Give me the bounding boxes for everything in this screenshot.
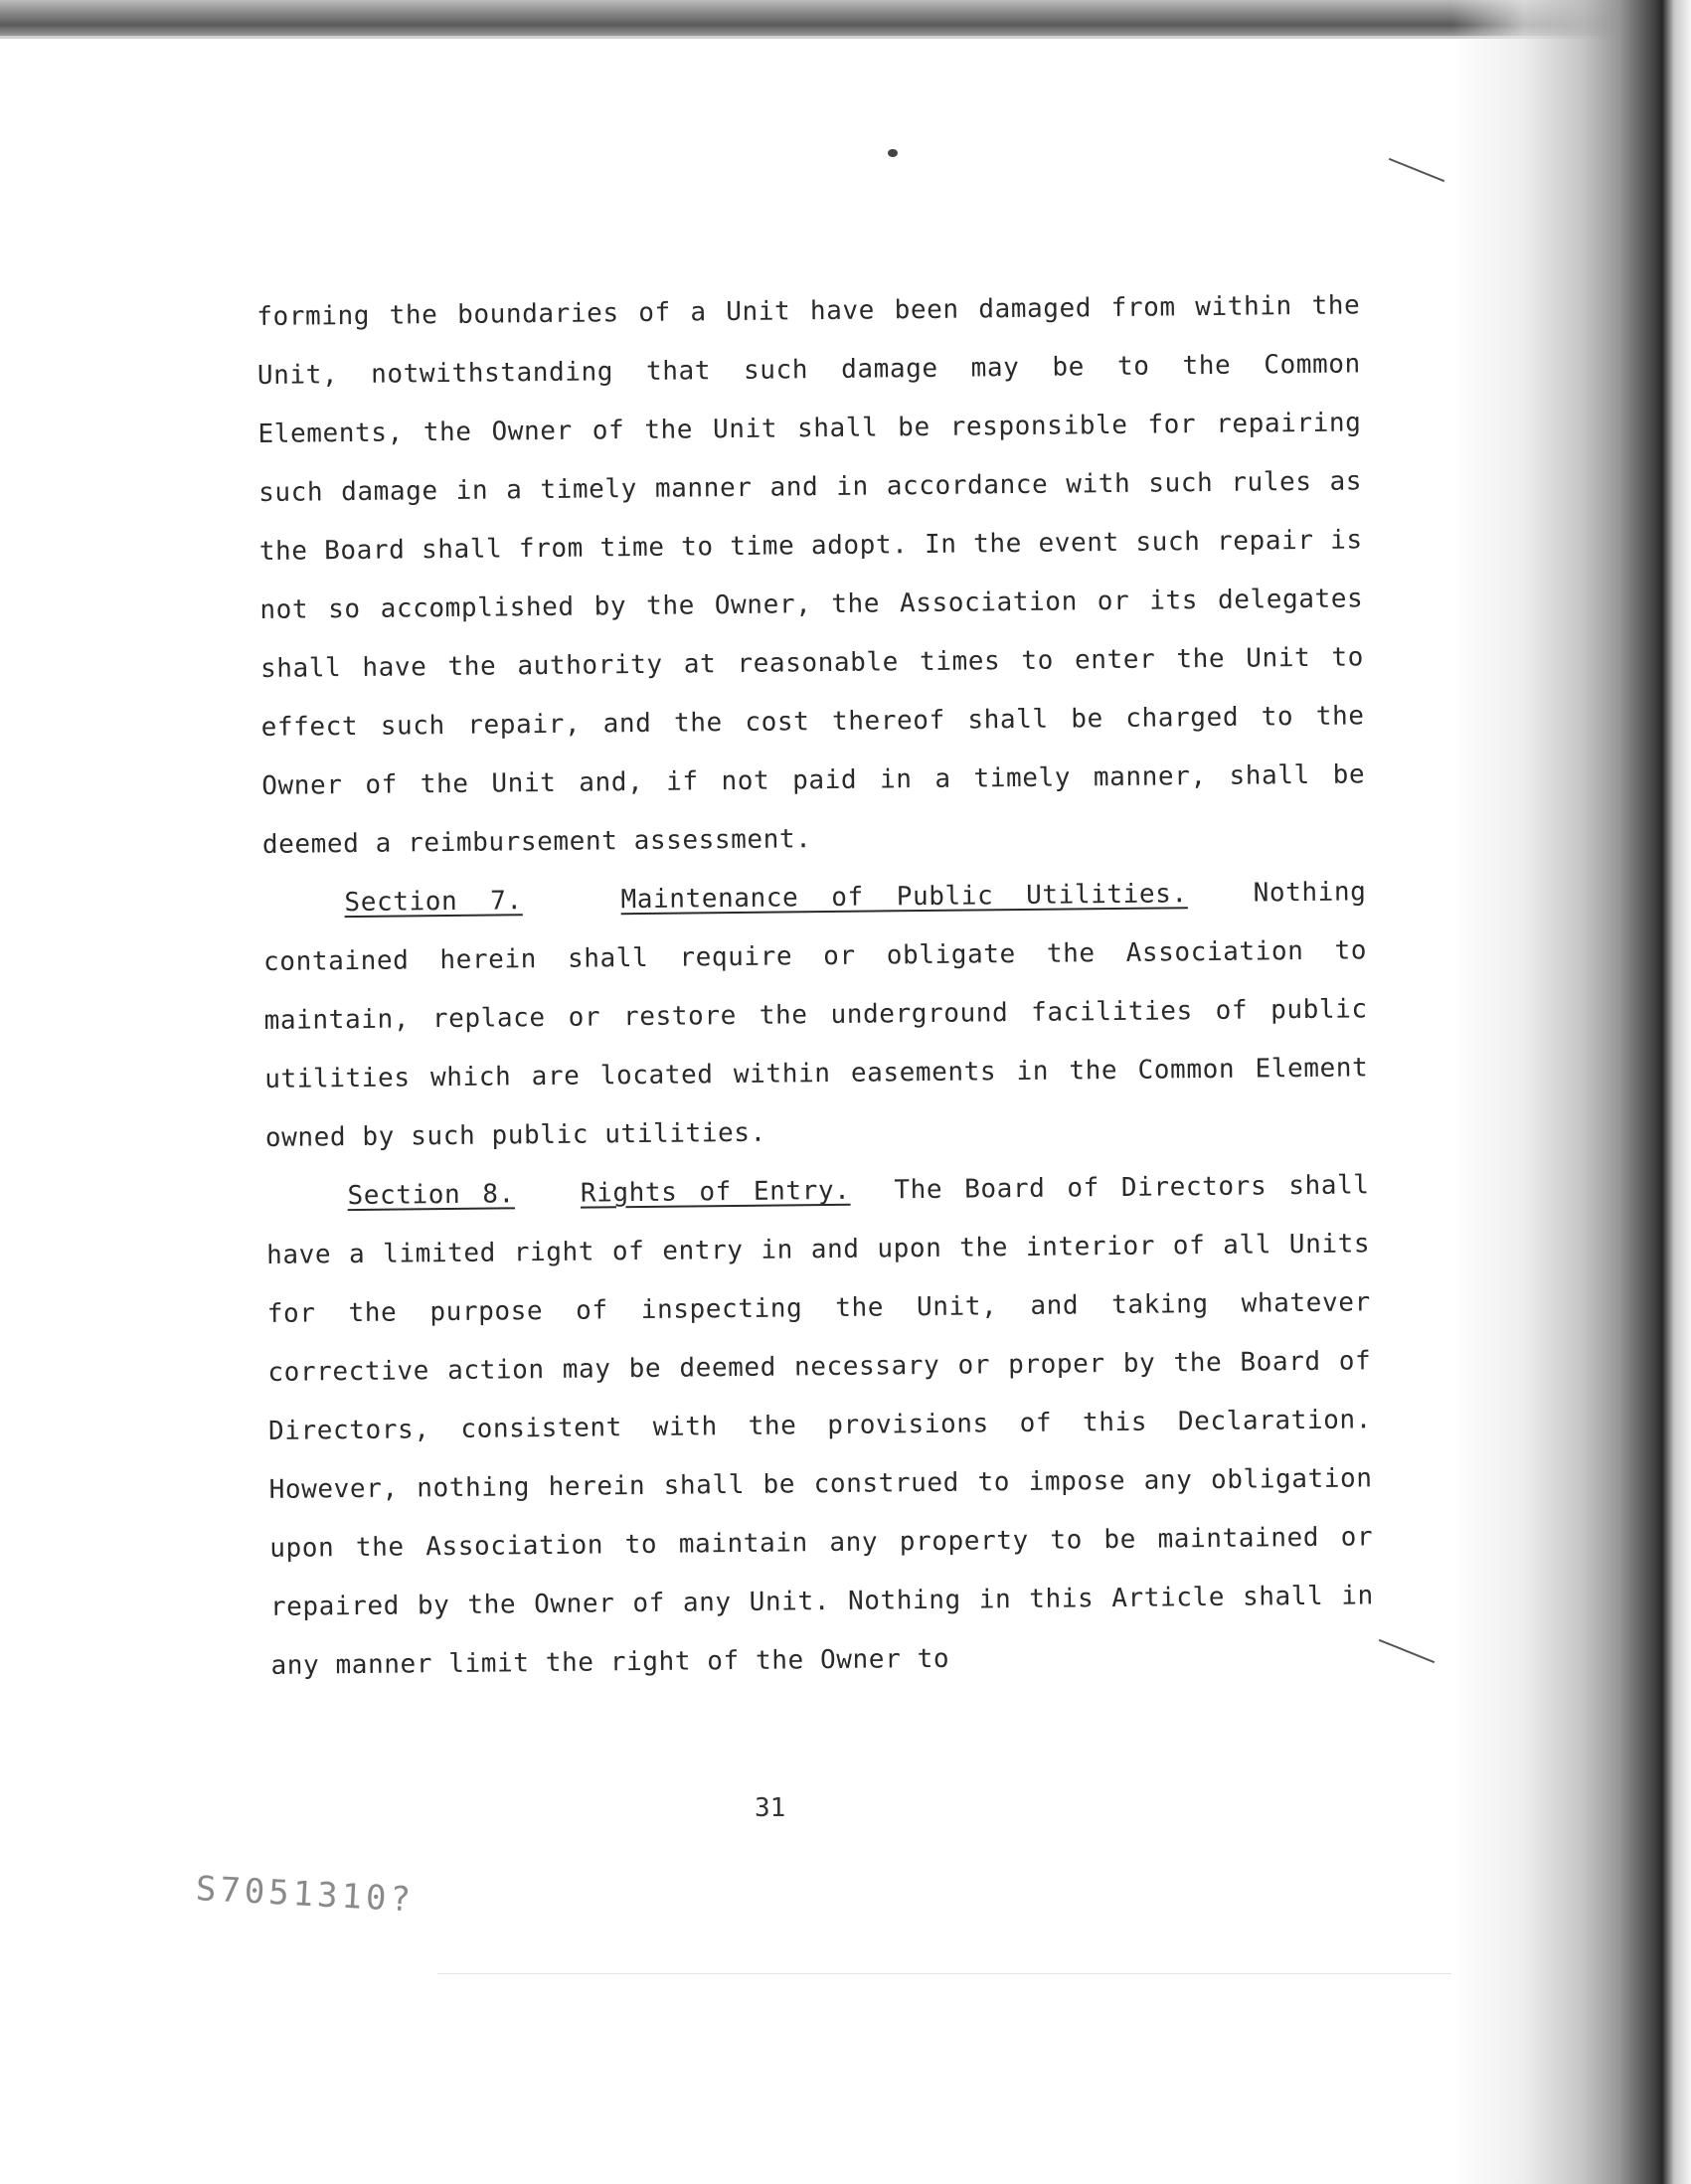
section-heading: Maintenance of Public Utilities. [620, 879, 1188, 916]
section-number: Section 8. [347, 1179, 516, 1212]
scan-faint-line [437, 1973, 1451, 1974]
scan-right-edge-shadow [1452, 0, 1691, 2184]
paragraph-section-7 [262, 863, 1369, 1168]
margin-pencil-mark [1379, 1639, 1435, 1663]
scan-top-border [0, 0, 1630, 36]
paragraph-continuation [256, 276, 1366, 875]
paragraph-text: The Board of Directors shall have a limited right of entry in and upon the interior of all Units for the purpose of inspecting the Unit, and taking whatever corrective action may be deemed necessary or proper by the Board of Directors, consistent with the provisions of this Declaration. However, nothing herein shall be construed to impose any obligation upon the Association to maintain any property to be maintained or repaired by the Owner of any Unit. Nothing in this Article shall in any manner limit the right of the Owner to [266, 1170, 1374, 1681]
document-number-stamp: S7051310? [194, 1869, 416, 1921]
paragraph-text: Nothing contained herein shall require or obligate the Association to maintain, replace or restore the underground facilities of public utilities which are located within easements in the Common Element owned by such public utilities. [262, 877, 1369, 1153]
paragraph-text: forming the boundaries of a Unit have been damaged from within the Unit, notwithstanding that such damage may be to the Common Elements, the Owner of the Unit shall be responsible for repairing such damage in a timely manner and in accordance with such rules as the Board shall from time to time adopt. In the event such repair is not so accomplished by the Owner, the Association or its delegates shall have the authority at reasonable times to enter the Unit to effect such repair, and the cost thereof shall be charged to the Owner of the Unit and, if not paid in a timely manner, shall be deemed a reimbursement assessment. [256, 290, 1366, 860]
document-body [256, 276, 1375, 1696]
section-number: Section 7. [344, 886, 523, 919]
page-number: 31 [755, 1793, 786, 1823]
paragraph-section-8 [265, 1156, 1374, 1696]
margin-pencil-mark [1389, 158, 1444, 182]
scan-speck [888, 149, 898, 157]
section-heading: Rights of Entry. [580, 1175, 851, 1209]
scan-top-border-line [0, 36, 1630, 39]
